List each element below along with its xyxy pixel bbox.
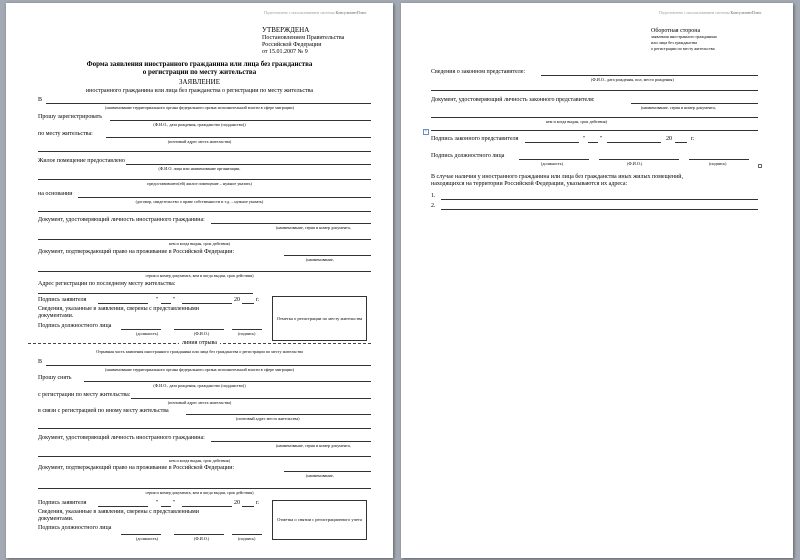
caption: серия и номер документа, кем и когда выдан, срок действия) [145, 273, 254, 278]
year-suffix: г. [256, 297, 260, 303]
official-position-field-back[interactable] [519, 159, 589, 160]
id-document-field-2[interactable] [38, 239, 371, 240]
caption: кем и когда выдан, срок действия) [169, 458, 230, 463]
form-title: о регистрации по месту жительства [142, 68, 257, 76]
basis-field[interactable] [78, 197, 371, 198]
tear-off-heading: Отрывная часть заявления иностранного гражданина или лица без гражданства о регистрации по месту жительства [96, 349, 303, 354]
reverse-side-label: или лица без гражданства [651, 40, 698, 45]
caption: (наименование территориального органа федерального органа исполнительной власти в сфере миграции) [105, 105, 294, 110]
quote-mark: " [173, 297, 176, 303]
quote-mark: " [600, 136, 603, 142]
day-field[interactable] [161, 303, 171, 304]
organ-field-tear[interactable] [46, 365, 371, 366]
field-label: В [38, 359, 43, 365]
fio-field[interactable] [110, 120, 371, 121]
provider-field[interactable] [126, 164, 371, 165]
approval-title: УТВЕРЖДЕНА [262, 26, 310, 34]
caption: (почтовый адрес места жительства) [167, 139, 232, 144]
caption: (подпись) [238, 331, 256, 336]
field-label: на основании [38, 191, 73, 197]
caption: (должность) [541, 161, 563, 166]
form-page-back [401, 3, 793, 558]
day-field-tear[interactable] [161, 506, 171, 507]
field-label: Подпись должностного лица [38, 323, 112, 329]
caption: (Ф.И.О. лица или наименование организации, [158, 166, 241, 171]
caption: (наименование, серия и номер документа, [276, 225, 351, 230]
address-field-tear[interactable] [131, 398, 371, 399]
year-suffix: г. [256, 500, 260, 506]
caption: (наименование, серия и номер документа, [276, 443, 351, 448]
representative-doc-field[interactable] [631, 103, 758, 104]
form-title: Форма заявления иностранного гражданина или лица без гражданства [86, 60, 313, 68]
official-name-field[interactable] [174, 329, 224, 330]
caption: серия и номер документа, кем и когда выдан, срок действия) [145, 490, 254, 495]
caption: (наименование, серия и номер документа, [641, 105, 716, 110]
field-label: Документ, удостоверяющий личность иностранного гражданина: [38, 435, 205, 441]
applicant-signature-field[interactable] [98, 303, 148, 304]
verification-text: документами. [38, 313, 74, 319]
year-suffix: г. [691, 136, 695, 142]
field-label: Документ, подтверждающий право на проживание в Российской Федерации: [38, 465, 235, 471]
previous-address-field[interactable] [38, 293, 253, 294]
official-signature-field-tear[interactable] [232, 534, 262, 535]
provider-field-2[interactable] [38, 179, 371, 180]
field-label: Документ, удостоверяющий личность законного представителя: [431, 97, 595, 103]
zayavlenie-subheading: иностранного гражданина или лица без гражданства о регистрации по месту жительства [85, 88, 314, 94]
year-field-back[interactable] [675, 142, 687, 143]
residence-doc-field[interactable] [284, 255, 371, 256]
other-premises-text: В случае наличия у иностранного гражданина или лица без гражданства иных жилых помещений, находящихся на территории Российской Федерации, указываются их адреса: [431, 174, 684, 187]
move-anchor-icon[interactable]: + [424, 129, 428, 135]
reverse-side-label: Оборотная сторона [651, 28, 701, 34]
reverse-side-label: заявления иностранного гражданина [651, 34, 717, 39]
registration-mark-box: Отметка о регистрации по месту жительства [272, 296, 367, 341]
caption: (Ф.И.О.) [627, 161, 643, 166]
year-prefix: 20 [234, 297, 240, 303]
field-label: Подпись заявителя [38, 500, 87, 506]
list-item-number: 2. [431, 203, 436, 209]
representative-signature-field[interactable] [525, 142, 579, 143]
caption: (Ф.И.О., дата рождения, пол, место рождения) [591, 77, 674, 82]
field-label: Подпись должностного лица [38, 525, 112, 531]
organ-field[interactable] [46, 103, 371, 104]
representative-doc-field-3[interactable] [431, 130, 758, 131]
caption: (должность) [136, 331, 158, 336]
deregistration-mark-box: Отметка о снятии с регистрационного учета [272, 500, 367, 540]
official-name-field-tear[interactable] [174, 534, 224, 535]
zayavlenie-heading: ЗАЯВЛЕНИЕ [178, 78, 221, 86]
caption: (подпись) [709, 161, 727, 166]
verification-text: Сведения, указанные в заявлении, сверены с представленными [38, 306, 200, 312]
address-field-2[interactable] [38, 151, 371, 152]
tear-line-label: линия отрыва [179, 340, 220, 346]
month-field[interactable] [182, 303, 232, 304]
month-field-back[interactable] [607, 142, 661, 143]
field-label: В [38, 97, 43, 103]
caption: (Ф.И.О., дата рождения, гражданство (подданство)) [153, 383, 246, 388]
reverse-side-label: о регистрации по месту жительства [651, 46, 715, 51]
representative-field[interactable] [541, 75, 758, 76]
caption: (должность) [136, 536, 158, 541]
list-item-number: 1. [431, 193, 436, 199]
caption: (подпись) [238, 536, 256, 541]
caption: (наименование, [306, 257, 334, 262]
caption: (почтовый адрес места жительства) [236, 416, 300, 421]
quote-mark: " [156, 500, 159, 506]
form-page-front [6, 3, 393, 558]
field-label: Подпись заявителя [38, 297, 87, 303]
official-signature-field-back[interactable] [689, 159, 749, 160]
fio-field-tear[interactable] [84, 381, 371, 382]
year-prefix: 20 [234, 500, 240, 506]
verification-text: Сведения, указанные в заявлении, сверены с представленными [38, 509, 200, 515]
caption: кем и когда выдан, срок действия) [169, 241, 230, 246]
year-prefix: 20 [666, 136, 672, 142]
quote-mark: " [156, 297, 159, 303]
official-position-field[interactable] [121, 329, 161, 330]
approval-line: от 15.01.2007 № 9 [262, 49, 308, 55]
official-name-field-back[interactable] [599, 159, 679, 160]
field-label: Адрес регистрации по последнему месту жительства: [38, 281, 176, 287]
month-field-tear[interactable] [182, 506, 232, 507]
quote-mark: " [583, 136, 586, 142]
field-label: Прошу снять [38, 375, 72, 381]
applicant-signature-field-tear[interactable] [98, 506, 148, 507]
representative-field-2[interactable] [431, 90, 758, 91]
basis-field-2[interactable] [38, 211, 371, 212]
official-signature-field[interactable] [232, 329, 262, 330]
field-label: Прошу зарегистрировать [38, 114, 103, 120]
caption: (наименование территориального органа федерального органа исполнительной власти в сфере миграции) [105, 367, 294, 372]
year-field-tear[interactable] [242, 506, 254, 507]
new-address-field-tear-2[interactable] [38, 428, 371, 429]
caption: (Ф.И.О., дата рождения, гражданство (подданство)) [153, 122, 246, 127]
caption: (договор, свидетельство о праве собственности и т.д. – нужное указать) [135, 199, 264, 204]
approval-line: Постановлением Правительства [262, 35, 345, 41]
id-document-field-tear[interactable] [211, 441, 371, 442]
premises-address-field-1[interactable] [441, 199, 758, 200]
representative-doc-field-2[interactable] [431, 117, 758, 118]
year-field[interactable] [242, 303, 254, 304]
caption: (Ф.И.О.) [194, 331, 210, 336]
field-label: Документ, подтверждающий право на проживание в Российской Федерации: [38, 249, 235, 255]
caption: (Ф.И.О.) [194, 536, 210, 541]
residence-doc-field-2[interactable] [38, 271, 371, 272]
caption: кем и когда выдан, срок действия) [546, 119, 607, 124]
field-label: Сведения о законном представителе: [431, 69, 526, 75]
field-label: с регистрации по месту жительства: [38, 392, 131, 398]
field-label: по месту жительства: [38, 131, 93, 137]
caption: предоставившего(ей) жилое помещение – нужное указать) [147, 181, 252, 186]
page-header: Подготовлено с использованием системы КонсультантПлюс [264, 10, 367, 15]
resize-handle-icon[interactable] [758, 164, 762, 168]
page-header: Подготовлено с использованием системы КонсультантПлюс [659, 10, 762, 15]
field-label: Подпись должностного лица [431, 153, 505, 159]
day-field-back[interactable] [588, 142, 598, 143]
caption: (почтовый адрес места жительства) [167, 400, 232, 405]
approval-line: Российской Федерации [262, 42, 322, 48]
field-label: Документ, удостоверяющий личность иностранного гражданина: [38, 217, 205, 223]
field-label: Жилое помещение предоставлено [38, 158, 125, 164]
verification-text: документами. [38, 516, 74, 522]
quote-mark: " [173, 500, 176, 506]
field-label: в связи с регистрацией по иному месту жительства [38, 408, 169, 414]
residence-doc-field-tear[interactable] [284, 471, 371, 472]
id-document-field[interactable] [211, 223, 371, 224]
premises-address-field-2[interactable] [441, 209, 758, 210]
field-label: Подпись законного представителя [431, 136, 519, 142]
official-position-field-tear[interactable] [121, 534, 161, 535]
residence-doc-field-tear-2[interactable] [38, 488, 371, 489]
caption: (наименование, [306, 473, 334, 478]
new-address-field-tear[interactable] [186, 414, 371, 415]
address-field[interactable] [106, 137, 371, 138]
id-document-field-tear-2[interactable] [38, 456, 371, 457]
